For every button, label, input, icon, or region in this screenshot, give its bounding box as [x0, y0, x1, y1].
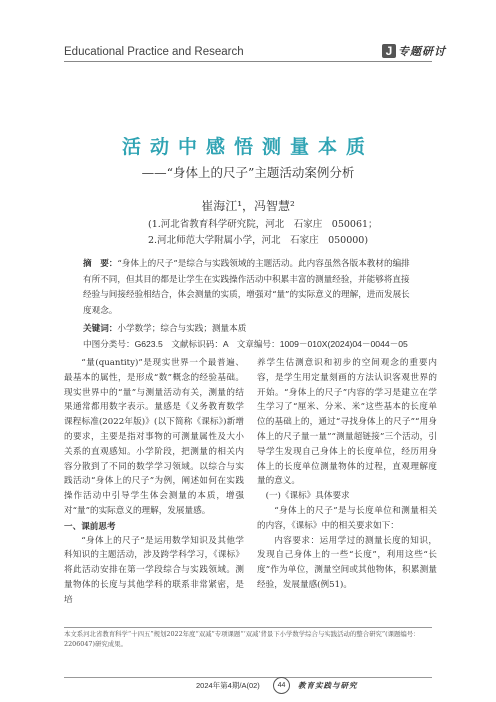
abstract-label: 摘 要：	[83, 259, 118, 269]
journal-chinese-name: 教育实践与研究	[298, 681, 358, 690]
header-rule	[64, 61, 432, 62]
paragraph: 内容要求：运用学过的测量长度的知识，发现自己身体上的一些“长度”，利用这些“长度”作为单位，测量空间或其他物体，积累测量经验，发展量感(例51)。	[257, 535, 437, 590]
paragraph: “身体上的尺子”是运用数学知识及其他学科知识的主题活动，涉及跨学科学习，《课标》将此活动安排在第一学段综合与实践领域。测量物体的长度与其他学科的联系非常紧密，是培	[64, 535, 244, 605]
body-column-left	[64, 356, 244, 608]
classification-line: 中图分类号：G623.5 文献标识码：A 文章编号：1009－010X(2024)04－0044－05	[83, 339, 408, 349]
keywords-text: 小学数学；综合与实践；测量本质	[117, 324, 247, 334]
affiliation-2: 2.河北师范大学附属小学，河北 石家庄 050000)	[148, 235, 369, 246]
issue-info: 2024年第4期/A(02)	[196, 681, 260, 690]
article-authors: 崔海江¹，冯智慧²	[201, 199, 295, 213]
page-number: 44	[273, 677, 290, 694]
body-column-right	[257, 356, 437, 593]
abstract	[83, 257, 413, 319]
paragraph: 养学生估测意识和初步的空间观念的重要内容，是学生用定量刻画的方法认识客观世界的开始。“身体上的尺子”内容的学习是建立在学生学习了“厘米、分米、米”这些基本的长度单位的基础上的，通过“寻找身体上的尺子”“用身体上的尺子量一量”“测量超链接”三个活动，引导学生发现自己身体上的长度单位，经历用身体上的长度单位测量物体的过程，直观理解度量的意义。	[257, 358, 437, 487]
paragraph: “身体上的尺子”是与长度单位和测量相关的内容，《课标》中的相关要求如下：	[257, 505, 437, 531]
section-heading: 一、课前思考	[64, 520, 116, 531]
article-title: 活动中感悟测量本质	[121, 136, 374, 158]
abstract-text: “身体上的尺子”是综合与实践领域的主题活动。此内容虽然各版本教材的编排有所不同，但其目的都是让学生在实践操作活动中积累丰富的测量经验，并能够将直接经验与间接经验相结合，体会测量的实质，增强对“量”的实际意义的理解，进而发展长度观念。	[83, 259, 410, 316]
paragraph: “量(quantity)”是现实世界一个最普遍、最基本的属性，是形成“数”概念的经验基础。现实世界中的“量”与测量活动有关，测量的结果通常都用数字表示。量感是《义务教育数学课程标准(2022年版)》(以下简称《课标》)新增的要求，主要是指对事物的可测量属性及大小关系的直观感知。小学阶段，把测量的相关内容分散到了不同的数学学习领域。以综合与实践活动“身体上的尺子”为例，阐述如何在实践操作活动中引导学生体会测量的本质，增强对“量”的实际意义的理解，发展量感。	[64, 358, 244, 516]
affiliation-1: (1.河北省教育科学研究院，河北 石家庄 050061；	[148, 219, 378, 230]
column-header	[382, 43, 446, 59]
journal-logo-icon: J	[382, 44, 396, 58]
footer-rule	[64, 677, 432, 678]
footnote: 本文系河北省教育科学“十四五”规划2022年度“双减”专项课题“‘双减’背景下小学数学综合与实践活动的整合研究”(课题编号：2206047)研究成果。	[64, 630, 420, 648]
journal-english-name: Educational Practice and Research	[64, 46, 244, 58]
column-name: 专题研讨	[398, 45, 446, 58]
article-subtitle: ——“身体上的尺子”主题活动案例分析	[141, 165, 355, 180]
keywords	[83, 322, 246, 334]
footnote-rule	[64, 627, 432, 628]
subsection-heading: (一)《课标》具体要求	[265, 491, 350, 502]
keywords-label: 关键词：	[83, 324, 118, 334]
